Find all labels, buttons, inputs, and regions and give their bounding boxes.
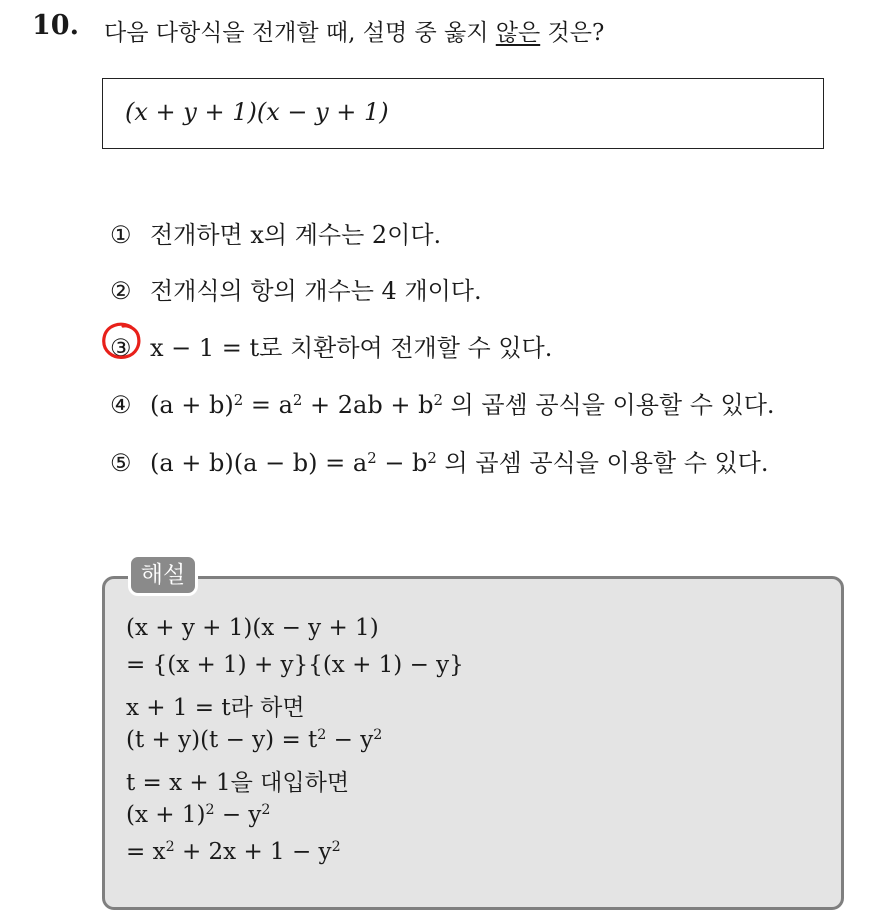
solution-label: 해설 [128,554,198,596]
choice-text: x − 1 = t로 치환하여 전개할 수 있다. [150,334,553,362]
solution-part: (t + y)(t − y) = t [126,727,318,753]
solution-line: x + 1 = t라 하면 [126,695,305,721]
question-stem [104,14,604,47]
question-stem-part: 다음 다항식을 전개할 때, 설명 중 옳지 [104,20,496,46]
underlined-keyword: 않은 [495,20,541,46]
solution-part: (x + 1) [126,802,206,828]
solution-line [126,727,382,753]
choice-4[interactable] [110,385,775,420]
expression-box [102,78,824,149]
exponent: 2 [292,390,303,409]
solution-part: − y [326,727,374,753]
choice-text-part: − b [376,449,428,477]
exponent: 2 [373,727,383,744]
choice-2[interactable] [110,271,482,306]
question-stem-part: 것은? [540,20,605,46]
choice-1[interactable] [110,215,441,250]
question-number: 10. [32,10,79,41]
choice-text-part: 의 곱셈 공식을 이용할 수 있다. [436,449,769,477]
exponent: 2 [433,390,443,409]
solution-part: = x [126,839,166,865]
choice-text-part: (a + b)(a − b) = a [150,449,368,477]
choice-marker: ⑤ [110,449,132,477]
given-expression: (x + y + 1)(x − y + 1) [125,98,389,126]
solution-line: t = x + 1을 대입하면 [126,770,350,796]
solution-line: = {(x + 1) + y}{(x + 1) − y} [126,652,464,678]
answer-circle-mark [101,321,143,361]
solution-line [126,802,271,828]
choice-text: 전개하면 x의 계수는 2이다. [150,221,442,249]
choice-text-part: (a + b) [150,391,234,419]
choice-marker: ④ [110,391,132,419]
exponent: 2 [165,839,175,856]
choice-5[interactable] [110,443,769,478]
solution-line: (x + y + 1)(x − y + 1) [126,615,379,641]
choice-3[interactable] [110,328,552,363]
exponent: 2 [261,802,271,819]
choice-text-part: = a [243,391,293,419]
choice-marker: ① [110,221,132,249]
choice-text: 전개식의 항의 개수는 4 개이다. [150,277,482,305]
choice-marker: ③ [110,334,132,362]
exponent: 2 [317,727,327,744]
exponent: 2 [233,390,244,409]
exponent: 2 [205,802,215,819]
exponent: 2 [367,448,377,467]
solution-line [126,839,341,865]
solution-part: − y [214,802,262,828]
exponent: 2 [427,448,437,467]
choice-text-part: + 2ab + b [302,391,434,419]
choice-marker: ② [110,277,132,305]
exponent: 2 [331,839,341,856]
solution-part: + 2x + 1 − y [174,839,332,865]
choice-text-part: 의 곱셈 공식을 이용할 수 있다. [442,391,775,419]
